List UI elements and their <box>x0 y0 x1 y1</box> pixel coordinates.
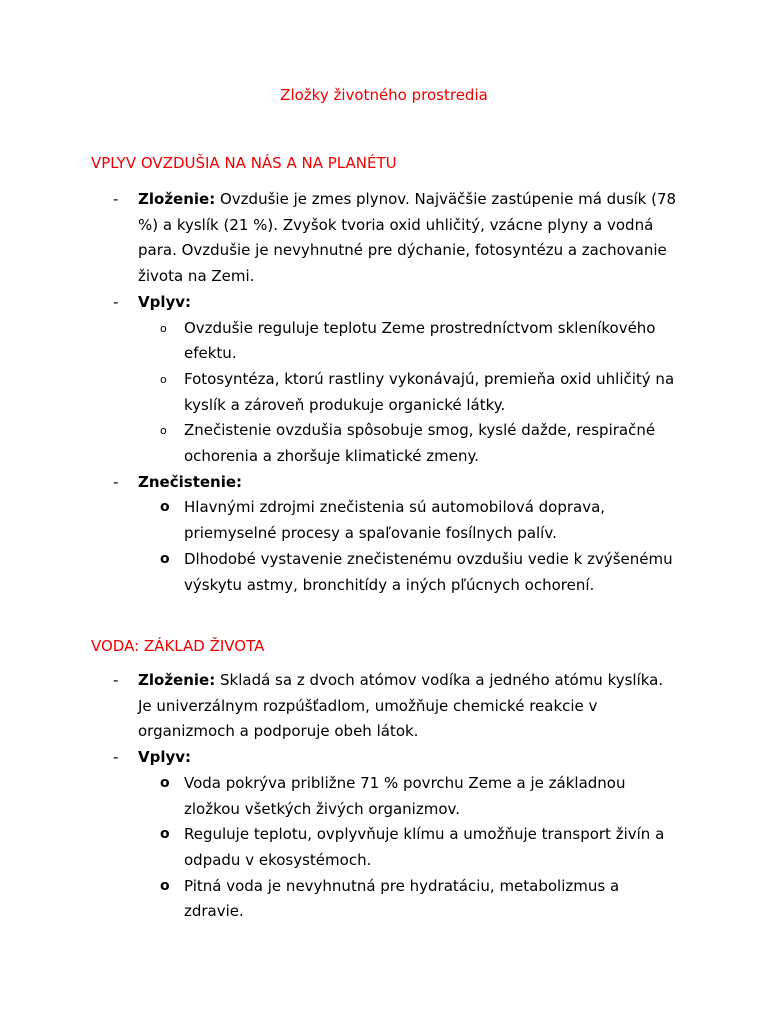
sub-item <box>0 367 768 418</box>
section-air-list <box>0 187 768 598</box>
sub-item-text: Reguluje teplotu, ovplyvňuje klímu a umožňuje transport živín a odpadu v ekosystémoch. <box>184 825 665 869</box>
sub-item <box>0 822 768 873</box>
dash-marker: - <box>113 748 119 767</box>
dash-marker: - <box>113 472 119 491</box>
section-water-list <box>0 668 768 925</box>
influence-label: Vplyv: <box>138 292 192 311</box>
sub-item-text: Fotosyntéza, ktorú rastliny vykonávajú, premieňa oxid uhličitý na kyslík a zároveň produkuje organické látky. <box>184 369 675 414</box>
dash-marker: - <box>113 292 119 311</box>
sub-item-text: Ovzdušie reguluje teplotu Zeme prostredníctvom skleníkového efektu. <box>184 318 656 363</box>
section-heading-air: VPLYV OVZDUŠIA NA NÁS A NA PLANÉTU <box>91 154 397 172</box>
circle-bullet-icon: o <box>160 424 167 438</box>
circle-bullet-icon: o <box>160 499 170 516</box>
section-heading-water: VODA: ZÁKLAD ŽIVOTA <box>91 637 265 655</box>
circle-bullet-icon: o <box>160 372 167 386</box>
sub-item-text: Dlhodobé vystavenie znečistenému ovzdušiu vedie k zvýšenému výskytu astmy, bronchitídy a iných pľúcnych ochorení. <box>184 549 673 594</box>
circle-bullet-icon: o <box>160 826 170 843</box>
list-item-influence <box>0 745 768 771</box>
dash-marker: - <box>113 671 119 689</box>
sub-item <box>0 874 768 925</box>
pollution-label: Znečistenie: <box>138 472 243 491</box>
sub-item <box>0 771 768 822</box>
list-item-influence <box>0 290 768 316</box>
sub-item <box>0 547 768 598</box>
circle-bullet-icon: o <box>160 877 170 894</box>
composition-text: Skladá sa z dvoch atómov vodíka a jedného atómu kyslíka. Je univerzálnym rozpúšťadlom, umožňuje chemické reakcie v organizmoch a podporuje obeh látok. <box>138 671 664 741</box>
dash-marker: - <box>113 190 119 208</box>
composition-text: Ovzdušie je zmes plynov. Najväčšie zastúpenie má dusík (78 %) a kyslík (21 %). Zvyšok tvoria oxid uhličitý, vzácne plyny a vodná para. Ovzdušie je nevyhnutné pre dýchanie, fotosyntézu a zachovanie života na Zemi. <box>138 190 677 286</box>
influence-label: Vplyv: <box>138 748 192 767</box>
list-item-composition <box>0 668 768 745</box>
circle-bullet-icon: o <box>160 321 167 335</box>
sub-item-text: Hlavnými zdrojmi znečistenia sú automobilová doprava, priemyselné procesy a spaľovanie fosílnych palív. <box>184 498 606 543</box>
composition-label: Zloženie: <box>138 190 216 208</box>
sub-item <box>0 495 768 546</box>
composition-label: Zloženie: <box>138 671 216 689</box>
sub-item-text: Znečistenie ovzdušia spôsobuje smog, kyslé dažde, respiračné ochorenia a zhoršuje klimatické zmeny. <box>184 421 656 466</box>
sub-item-text: Pitná voda je nevyhnutná pre hydratáciu, metabolizmus a zdravie. <box>184 876 620 921</box>
sub-item <box>0 418 768 469</box>
list-item-composition <box>0 187 768 290</box>
sub-item <box>0 316 768 367</box>
document-title: Zložky životného prostredia <box>280 86 488 104</box>
circle-bullet-icon: o <box>160 550 170 567</box>
list-item-pollution <box>0 470 768 496</box>
circle-bullet-icon: o <box>160 774 170 791</box>
sub-item-text: Voda pokrýva približne 71 % povrchu Zeme a je základnou zložkou všetkých živých organizmov. <box>184 773 626 818</box>
